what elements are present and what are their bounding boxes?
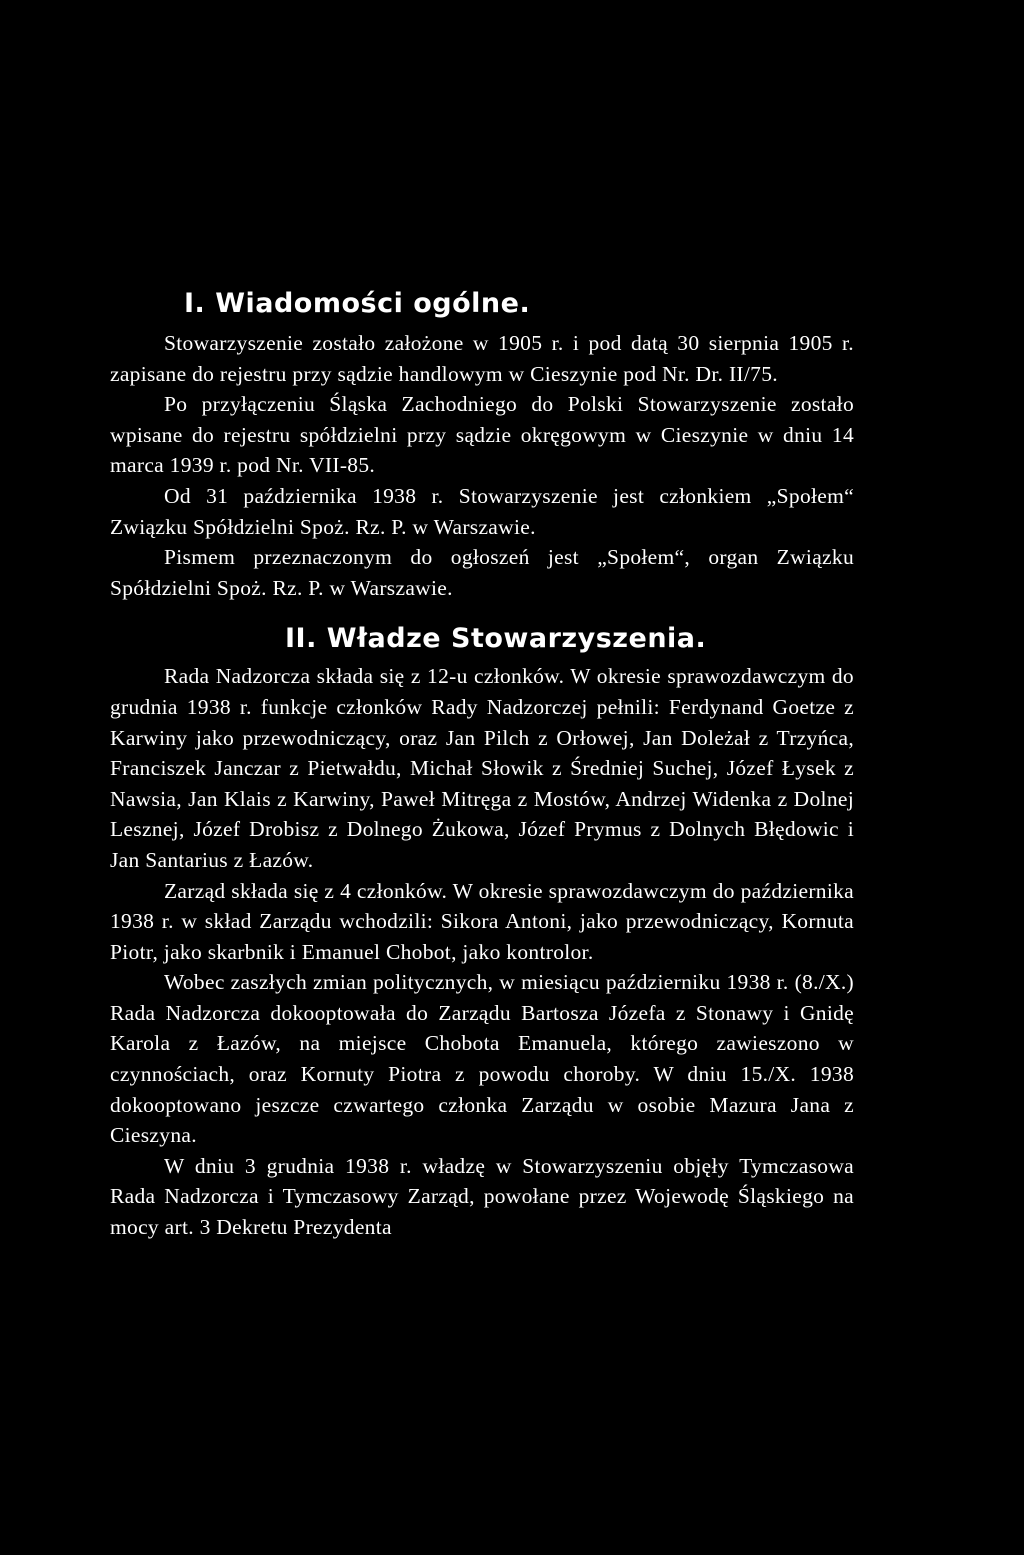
section-authorities <box>110 621 854 1242</box>
paragraph: Wobec zaszłych zmian politycznych, w miesiącu październiku 1938 r. (8./X.) Rada Nadzorcza dokooptowała do Zarządu Bartosza Józefa z Stonawy i Gnidę Karola z Łazów, na miejsce Chobota Emanuela, którego zawieszono w czynnościach, oraz Kornuty Piotra z powodu choroby. W dniu 15./X. 1938 dokooptowano jeszcze czwartego członka Zarządu w osobie Mazura Jana z Cieszyna. <box>110 970 854 1148</box>
section-heading-general-info: I. Wiadomości ogólne. <box>184 288 531 319</box>
paragraph: Stowarzyszenie zostało założone w 1905 r. i pod datą 30 sierpnia 1905 r. zapisane do rejestru przy sądzie handlowym w Cieszynie pod Nr. Dr. II/75. <box>110 331 854 386</box>
section-heading-authorities: II. Władze Stowarzyszenia. <box>285 623 707 655</box>
paragraph: Rada Nadzorcza składa się z 12-u członków. W okresie sprawozdawczym do grudnia 1938 r. funkcje członków Rady Nadzorczej pełnili: Ferdynand Goetze z Karwiny jako przewodniczący, oraz Jan Pilch z Orłowej, Jan Doleżał z Trzyńca, Franciszek Janczar z Pietwałdu, Michał Słowik z Średniej Suchej, Józef Łysek z Nawsia, Jan Klais z Karwiny, Paweł Mitręga z Mostów, Andrzej Widenka z Dolnej Lesznej, Józef Drobisz z Dolnego Żukowa, Józef Prymus z Dolnych Błędowic i Jan Santarius z Łazów. <box>110 664 854 872</box>
paragraph: Zarząd składa się z 4 członków. W okresie sprawozdawczym do października 1938 r. w skład Zarządu wchodzili: Sikora Antoni, jako przewodniczący, Kornuta Piotr, jako skarbnik i Emanuel Chobot, jako kontrolor. <box>110 878 854 964</box>
paragraph: W dniu 3 grudnia 1938 r. władzę w Stowarzyszeniu objęły Tymczasowa Rada Nadzorcza i Tymczasowy Zarząd, powołane przez Wojewodę Śląskiego na mocy art. 3 Dekretu Prezydenta <box>110 1153 854 1240</box>
paragraph: Od 31 października 1938 r. Stowarzyszenie jest członkiem „Społem“ Związku Spółdzielni Spoż. Rz. P. w Warszawie. <box>110 483 854 539</box>
paragraph: Po przyłączeniu Śląska Zachodniego do Polski Stowarzyszenie zostało wpisane do rejestru spółdzielni przy sądzie okręgowym w Cieszynie w dniu 14 marca 1939 r. pod Nr. VII-85. <box>110 392 854 478</box>
document-page <box>110 286 854 1243</box>
section-general-info <box>110 286 854 603</box>
paragraph: Pismem przeznaczonym do ogłoszeń jest „Społem“, organ Związku Spółdzielni Spoż. Rz. P. w Warszawie. <box>110 545 854 600</box>
